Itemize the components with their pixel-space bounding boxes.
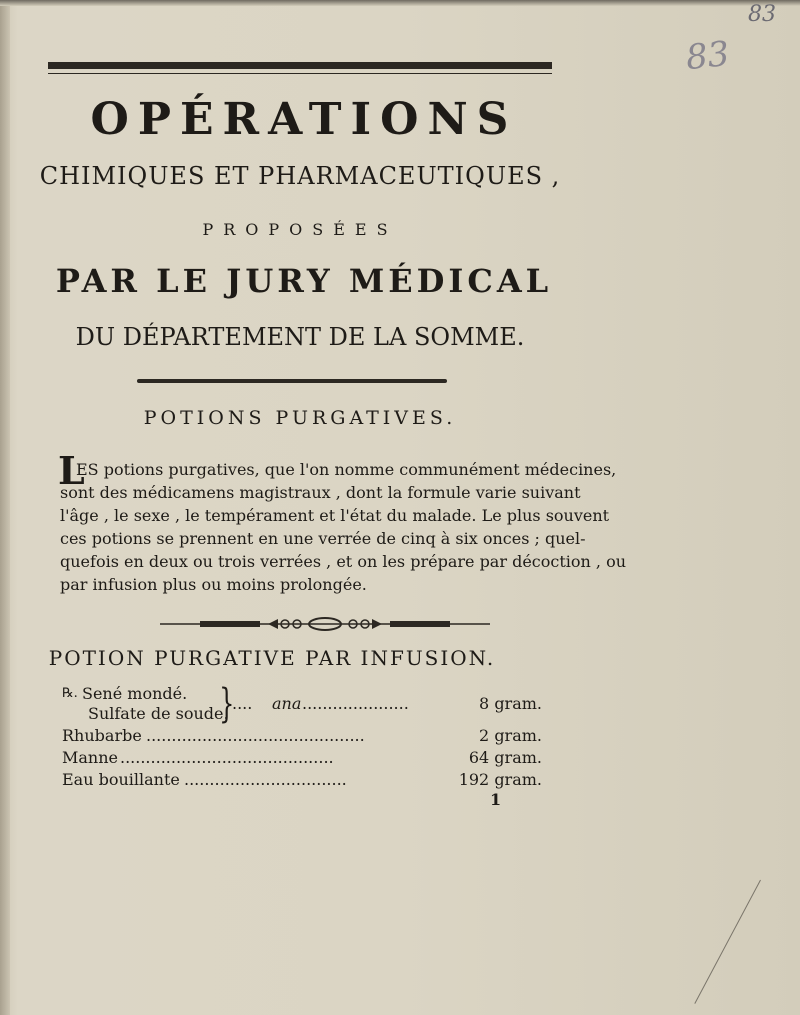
dot-leader: .......................................... bbox=[120, 748, 334, 767]
body-paragraph bbox=[60, 458, 627, 596]
dot-leader: ................................ bbox=[184, 770, 347, 789]
margin-stroke bbox=[694, 880, 761, 1004]
main-title: OPÉRATIONS bbox=[90, 94, 518, 145]
page-edge-left bbox=[0, 0, 10, 1015]
recipe-symbol: ℞. bbox=[62, 686, 78, 701]
jury-line: PAR LE JURY MÉDICAL bbox=[55, 262, 553, 300]
dot-leader: ........................................... bbox=[146, 726, 365, 745]
recipe-heading: POTION PURGATIVE PAR INFUSION. bbox=[48, 646, 496, 670]
ana-label: ana bbox=[272, 694, 302, 713]
ingredient-amount: 2 gram. bbox=[479, 726, 542, 745]
ingredient-amount: 8 gram. bbox=[479, 694, 542, 713]
ingredient-name: Sulfate de soude. bbox=[88, 704, 229, 723]
ingredient-amount: 192 gram. bbox=[458, 770, 542, 789]
ingredient-amount: 64 gram. bbox=[468, 748, 542, 767]
section-heading: POTIONS PURGATIVES. bbox=[143, 407, 457, 429]
pencil-folio-number: 83 bbox=[684, 33, 732, 79]
ingredient-row bbox=[62, 726, 552, 748]
paragraph-line: par infusion plus ou moins prolongée. bbox=[60, 575, 367, 594]
paragraph-line: l'âge , le sexe , le tempérament et l'état du malade. Le plus souvent bbox=[60, 506, 610, 525]
paragraph-line: ES potions purgatives, que l'on nomme communément médecines, bbox=[76, 460, 617, 479]
ana-row bbox=[62, 694, 552, 716]
ingredient-name: Manne bbox=[62, 748, 118, 767]
ingredient-name: Eau bouillante bbox=[62, 770, 180, 789]
ingredient-name: Rhubarbe bbox=[62, 726, 142, 745]
dot-leader: ..................... bbox=[302, 694, 409, 713]
drop-cap: L bbox=[58, 448, 85, 493]
header-rule-thin bbox=[48, 73, 552, 74]
department-line: DU DÉPARTEMENT DE LA SOMME. bbox=[75, 323, 525, 351]
signature-mark: 1 bbox=[490, 790, 502, 809]
subtitle: CHIMIQUES ET PHARMACEUTIQUES , bbox=[39, 162, 561, 190]
brace-symbol: } bbox=[219, 681, 235, 727]
paragraph-line: ces potions se prennent en une verrée de cinq à six onces ; quel- bbox=[60, 529, 586, 548]
proposed-line: PROPOSÉES bbox=[202, 220, 398, 239]
paragraph-line: quefois en deux ou trois verrées , et on les prépare par décoction , ou bbox=[60, 552, 627, 571]
ornament-divider bbox=[160, 614, 490, 634]
page-edge-top bbox=[0, 0, 800, 6]
ingredient-row bbox=[62, 748, 552, 770]
ingredient-row bbox=[62, 770, 552, 792]
dot-leader: .... bbox=[232, 694, 253, 713]
header-rule-thick bbox=[48, 62, 552, 69]
ink-folio-number: 83 bbox=[748, 2, 776, 27]
ingredient-name: Sené mondé. bbox=[82, 684, 188, 703]
section-divider bbox=[137, 379, 447, 383]
paragraph-line: sont des médicamens magistraux , dont la formule varie suivant bbox=[60, 483, 581, 502]
